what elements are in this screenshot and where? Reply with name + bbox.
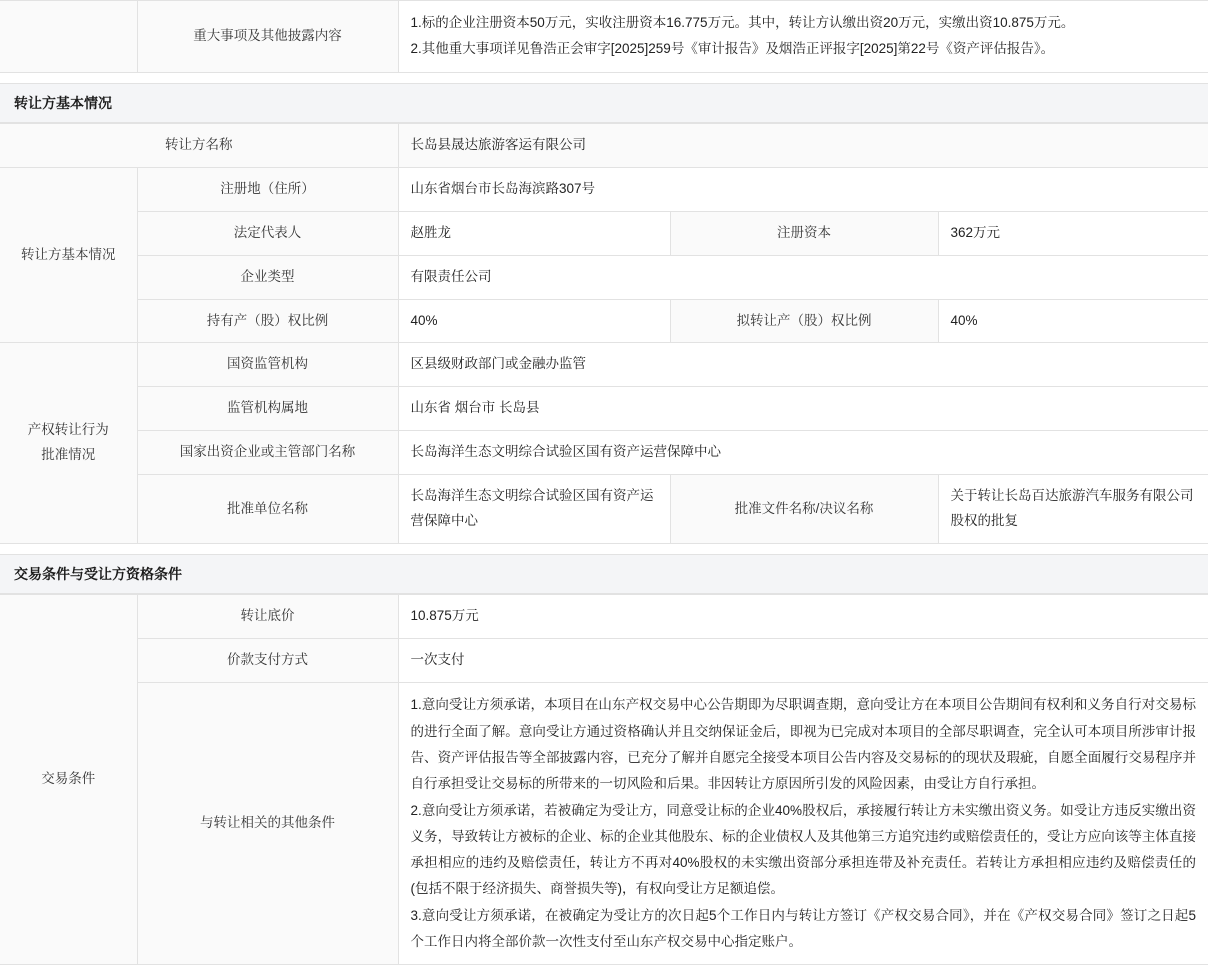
row-value-registered-address: 山东省烟台市长岛海滨路307号: [398, 167, 1208, 211]
row-value-sasac: 区县级财政部门或金融办监管: [398, 343, 1208, 387]
section-title-terms: 交易条件与受让方资格条件: [0, 554, 1208, 594]
section-title-transferor: 转让方基本情况: [0, 83, 1208, 123]
row-label-registered-capital: 注册资本: [670, 211, 938, 255]
row-value-legal-representative: 赵胜龙: [398, 211, 670, 255]
row-label-transfer-equity-ratio: 拟转让产（股）权比例: [670, 299, 938, 343]
row-label-other-conditions: 与转让相关的其他条件: [137, 683, 398, 965]
row-label-regulator-locality: 监管机构属地: [137, 387, 398, 431]
other-condition-paragraph-1: 1.意向受让方须承诺，本项目在山东产权交易中心公告期即为尽职调查期，意向受让方在本项目公告期间有权利和义务自行对交易标的进行全面了解。意向受让方通过资格确认并且交纳保证金后，即视为已完成对本项目的全部尽职调查，完全认可本项目所涉审计报告、资产评估报告等全部披露内容，已充分了解并自愿完全接受本项目公告内容及交易标的的现状及瑕疵，自愿全面履行交易程序并自行承担受让交易标的所带来的一切风险和后果。非因转让方原因所引发的风险因素，由受让方自行承担。: [410, 697, 1196, 792]
row-value-approval-unit: 长岛海洋生态文明综合试验区国有资产运营保障中心: [398, 475, 670, 544]
row-value-held-equity-ratio: 40%: [398, 299, 670, 343]
row-label-legal-representative: 法定代表人: [137, 211, 398, 255]
row-value-approval-doc: 关于转让长岛百达旅游汽车服务有限公司股权的批复: [938, 475, 1208, 544]
table-row: [0, 167, 1208, 211]
row-label-sasac: 国资监管机构: [137, 343, 398, 387]
row-value-enterprise-type: 有限责任公司: [398, 255, 1208, 299]
row-label-registered-address: 注册地（住所）: [137, 167, 398, 211]
transferor-name-value: 长岛县晟达旅游客运有限公司: [398, 123, 1208, 167]
row-label-enterprise-type: 企业类型: [137, 255, 398, 299]
disclosure-line-2: 2.其他重大事项详见鲁浩正会审字[2025]259号《审计报告》及烟浩正评报字[2025]第22号《资产评估报告》。: [410, 41, 1055, 57]
disclosure-spacer-cell: [0, 1, 137, 73]
disclosure-value: [398, 1, 1208, 73]
table-row: [0, 431, 1208, 475]
disclosure-label: 重大事项及其他披露内容: [137, 1, 398, 73]
row-value-transfer-equity-ratio: 40%: [938, 299, 1208, 343]
row-label-approval-doc: 批准文件名称/决议名称: [670, 475, 938, 544]
section-spacer-1: [0, 73, 1208, 83]
table-row: [0, 123, 1208, 167]
other-condition-paragraph-3: 3.意向受让方须承诺，在被确定为受让方的次日起5个工作日内与转让方签订《产权交易合同》，并在《产权交易合同》签订之日起5个工作日内将全部价款一次性支付至山东产权交易中心指定账户。: [410, 907, 1196, 950]
row-value-regulator-locality: 山东省 烟台市 长岛县: [398, 387, 1208, 431]
approval-group-label-line2: 批准情况: [41, 447, 96, 463]
table-row: [0, 475, 1208, 544]
row-label-approval-unit: 批准单位名称: [137, 475, 398, 544]
table-row: [0, 211, 1208, 255]
approval-group-label: [0, 343, 137, 544]
row-value-base-price: 10.875万元: [398, 595, 1208, 639]
row-label-base-price: 转让底价: [137, 595, 398, 639]
transferor-table: [0, 123, 1208, 545]
table-row: [0, 683, 1208, 965]
table-row: [0, 255, 1208, 299]
table-row: [0, 343, 1208, 387]
terms-group-label: 交易条件: [0, 595, 137, 965]
row-label-held-equity-ratio: 持有产（股）权比例: [137, 299, 398, 343]
section-spacer-2: [0, 544, 1208, 554]
table-row: [0, 595, 1208, 639]
table-row: [0, 1, 1208, 73]
other-condition-paragraph-2: 2.意向受让方须承诺，若被确定为受让方，同意受让标的企业40%股权后，承接履行转让方未实缴出资义务。如受让方违反实缴出资义务，导致转让方被标的企业、标的企业其他股东、标的企业债权人及其他第三方追究违约或赔偿责任的，受让方应向该等主体直接承担相应的违约及赔偿责任，转让方不再对40%股权的未实缴出资部分承担连带及补充责任。若转让方承担相应违约及赔偿责任的(包括不限于经济损失、商誉损失等)，有权向受让方足额追偿。: [410, 802, 1196, 897]
row-label-state-enterprise: 国家出资企业或主管部门名称: [137, 431, 398, 475]
row-label-payment-method: 价款支付方式: [137, 639, 398, 683]
table-row: [0, 299, 1208, 343]
row-value-other-conditions: [398, 683, 1208, 965]
row-value-state-enterprise: 长岛海洋生态文明综合试验区国有资产运营保障中心: [398, 431, 1208, 475]
disclosure-line-1: 1.标的企业注册资本50万元，实收注册资本16.775万元。其中，转让方认缴出资20万元，实缴出资10.875万元。: [410, 15, 1075, 30]
terms-table: [0, 594, 1208, 965]
transferor-group-label: 转让方基本情况: [0, 167, 137, 343]
table-row: [0, 639, 1208, 683]
row-value-registered-capital: 362万元: [938, 211, 1208, 255]
approval-group-label-line1: 产权转让行为: [27, 422, 109, 438]
transferor-name-label: 转让方名称: [0, 123, 398, 167]
row-value-payment-method: 一次支付: [398, 639, 1208, 683]
table-row: [0, 387, 1208, 431]
disclosure-table: [0, 0, 1208, 73]
